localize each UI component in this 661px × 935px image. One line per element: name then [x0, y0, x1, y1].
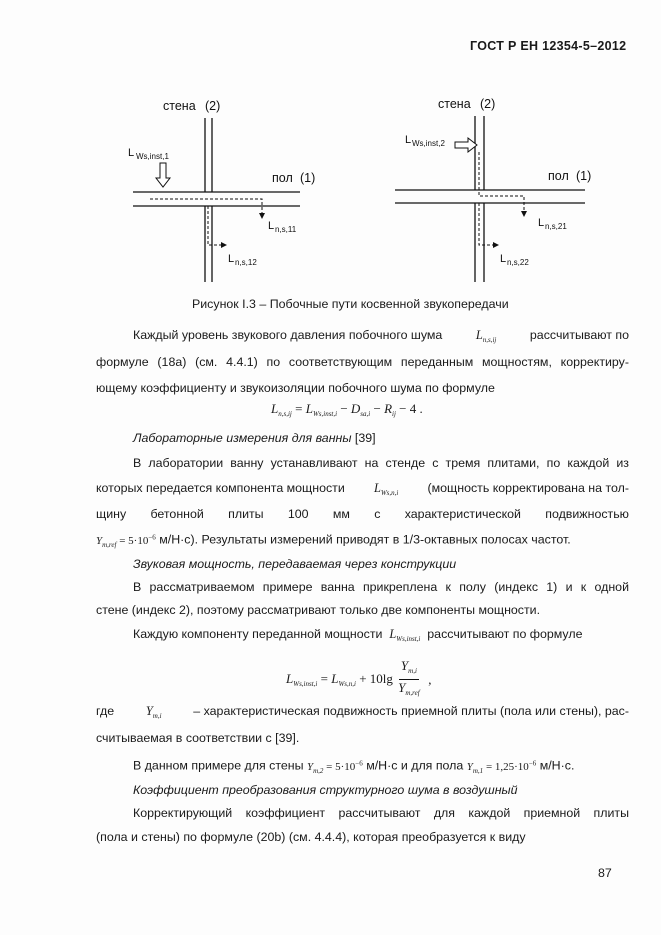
left-diagram [128, 99, 315, 282]
paragraph-1-line-2: формуле (18а) (см. 4.4.1) по соответствующим переданным мощностям, корректиру- [96, 355, 629, 369]
right-out1-sub: n,s,21 [545, 222, 567, 231]
right-input-arrow [455, 138, 477, 152]
paragraph-3-line-1: В рассматриваемом примере ванна прикреплена к полу (индекс 1) и к одной [133, 580, 629, 594]
right-out2-main: L [500, 253, 507, 265]
left-out1-main: L [268, 220, 275, 232]
inline-formula-ym1: $Y_{m,1} = 1,25\cdot 10^{-6}$ [466, 759, 537, 775]
left-out2-main: L [228, 253, 235, 265]
left-floor-label: пол [272, 171, 293, 185]
paragraph-1-line-1: Каждый уровень звукового давления побочного шума $L_{n,s,ij}$ рассчитывают по [133, 328, 629, 347]
left-source-main: L [128, 147, 135, 159]
right-floor-label: пол [548, 169, 569, 183]
right-out1-main: L [538, 217, 545, 229]
paragraph-6-line-1: В данном примере для стены $Y_{m,2} = 5\cdot 10^{-6}$ м/Н·с и для пола $Y_{m,1} = 1,25\cdot 10^{-6}$ м/Н·с. [133, 758, 575, 775]
paragraph-5-line-2: считываемая в соответствии с [39]. [96, 731, 300, 745]
right-source-sub: Ws,inst,2 [412, 139, 445, 148]
left-input-arrow [156, 163, 170, 187]
left-out1-sub: n,s,11 [275, 225, 297, 234]
inline-formula-lwsinst: $L_{Ws,inst,i}$ [389, 627, 421, 643]
paragraph-2-line-2: которых передается компонента мощности $L_{Ws,n,i}$ (мощность корректирована на тол- [96, 481, 629, 500]
right-floor-index: (1) [576, 169, 592, 183]
right-out2-sub: n,s,22 [507, 258, 529, 267]
left-wall-label: стена [163, 99, 196, 113]
left-out2-sub: n,s,12 [235, 258, 257, 267]
document-header: ГОСТ Р ЕН 12354-5–2012 [470, 39, 627, 53]
right-wall-label: стена [438, 97, 471, 111]
heading-conversion-coefficient: Коэффициент преобразования структурного шума в воздушный [133, 783, 518, 797]
inline-formula-lnsij: $L_{n,s,ij}$ [475, 328, 497, 344]
formula-2: $L_{Ws,inst,i} = L_{Ws,n,i} + 10\lg$ $Y_{m,i}$ $Y_{m,ref}$ , [286, 658, 432, 697]
left-wall-index: (2) [205, 99, 221, 113]
paragraph-2-line-3: щину бетонной плиты 100 мм с характеристической подвижностью [96, 507, 629, 521]
inline-formula-ymi: $Y_{m,i}$ [145, 704, 162, 720]
paragraph-3-line-2: стене (индекс 2), поэтому рассматривают только две компоненты мощности. [96, 603, 541, 617]
formula-1: $L_{n,s,ij} = L_{Ws,inst,i} - D_{sa,i} - R_{ij} - 4$ . [271, 401, 423, 418]
inline-formula-lwsn: $L_{Ws,n,i}$ [373, 481, 399, 497]
left-source-sub: Ws,inst,1 [136, 152, 169, 161]
paragraph-5-line-1: где $Y_{m,i}$ – характеристическая подвижность приемной плиты (пола или стены), рас- [96, 704, 629, 723]
paragraph-7-line-2: (пола и стены) по формуле (20b) (см. 4.4.4), которая преобразуется к виду [96, 830, 526, 844]
right-wall-index: (2) [480, 97, 496, 111]
right-source-main: L [405, 134, 412, 146]
left-floor-index: (1) [300, 171, 316, 185]
paragraph-2-line-4: $Y_{m,ref} = 5\cdot 10^{-6}$ м/Н·с). Результаты измерений приводят в 1/3-октавных полосах частот. [96, 532, 571, 549]
inline-formula-ymref: $Y_{m,ref} = 5\cdot 10^{-6}$ [96, 533, 156, 549]
heading-sound-power: Звуковая мощность, передаваемая через конструкции [133, 557, 457, 571]
flanking-paths-figure [0, 0, 661, 290]
page-number: 87 [598, 866, 612, 880]
figure-caption: Рисунок I.3 – Побочные пути косвенной звукопередачи [192, 297, 509, 311]
heading-lab-measurements: Лабораторные измерения для ванны [39] [133, 431, 376, 445]
right-diagram [395, 97, 591, 282]
paragraph-4-line-1: Каждую компоненту переданной мощности $L_{Ws,inst,i}$ рассчитывают по формуле [133, 627, 583, 643]
inline-formula-ym2: $Y_{m,2} = 5\cdot 10^{-6}$ [306, 759, 363, 775]
paragraph-1-line-3: ющему коэффициенту и звукоизоляции побочного шума по формуле [96, 381, 495, 395]
paragraph-7-line-1: Корректирующий коэффициент рассчитывают для каждой приемной плиты [133, 806, 629, 820]
paragraph-2-line-1: В лаборатории ванну устанавливают на стенде с тремя плитами, по каждой из [133, 456, 629, 470]
